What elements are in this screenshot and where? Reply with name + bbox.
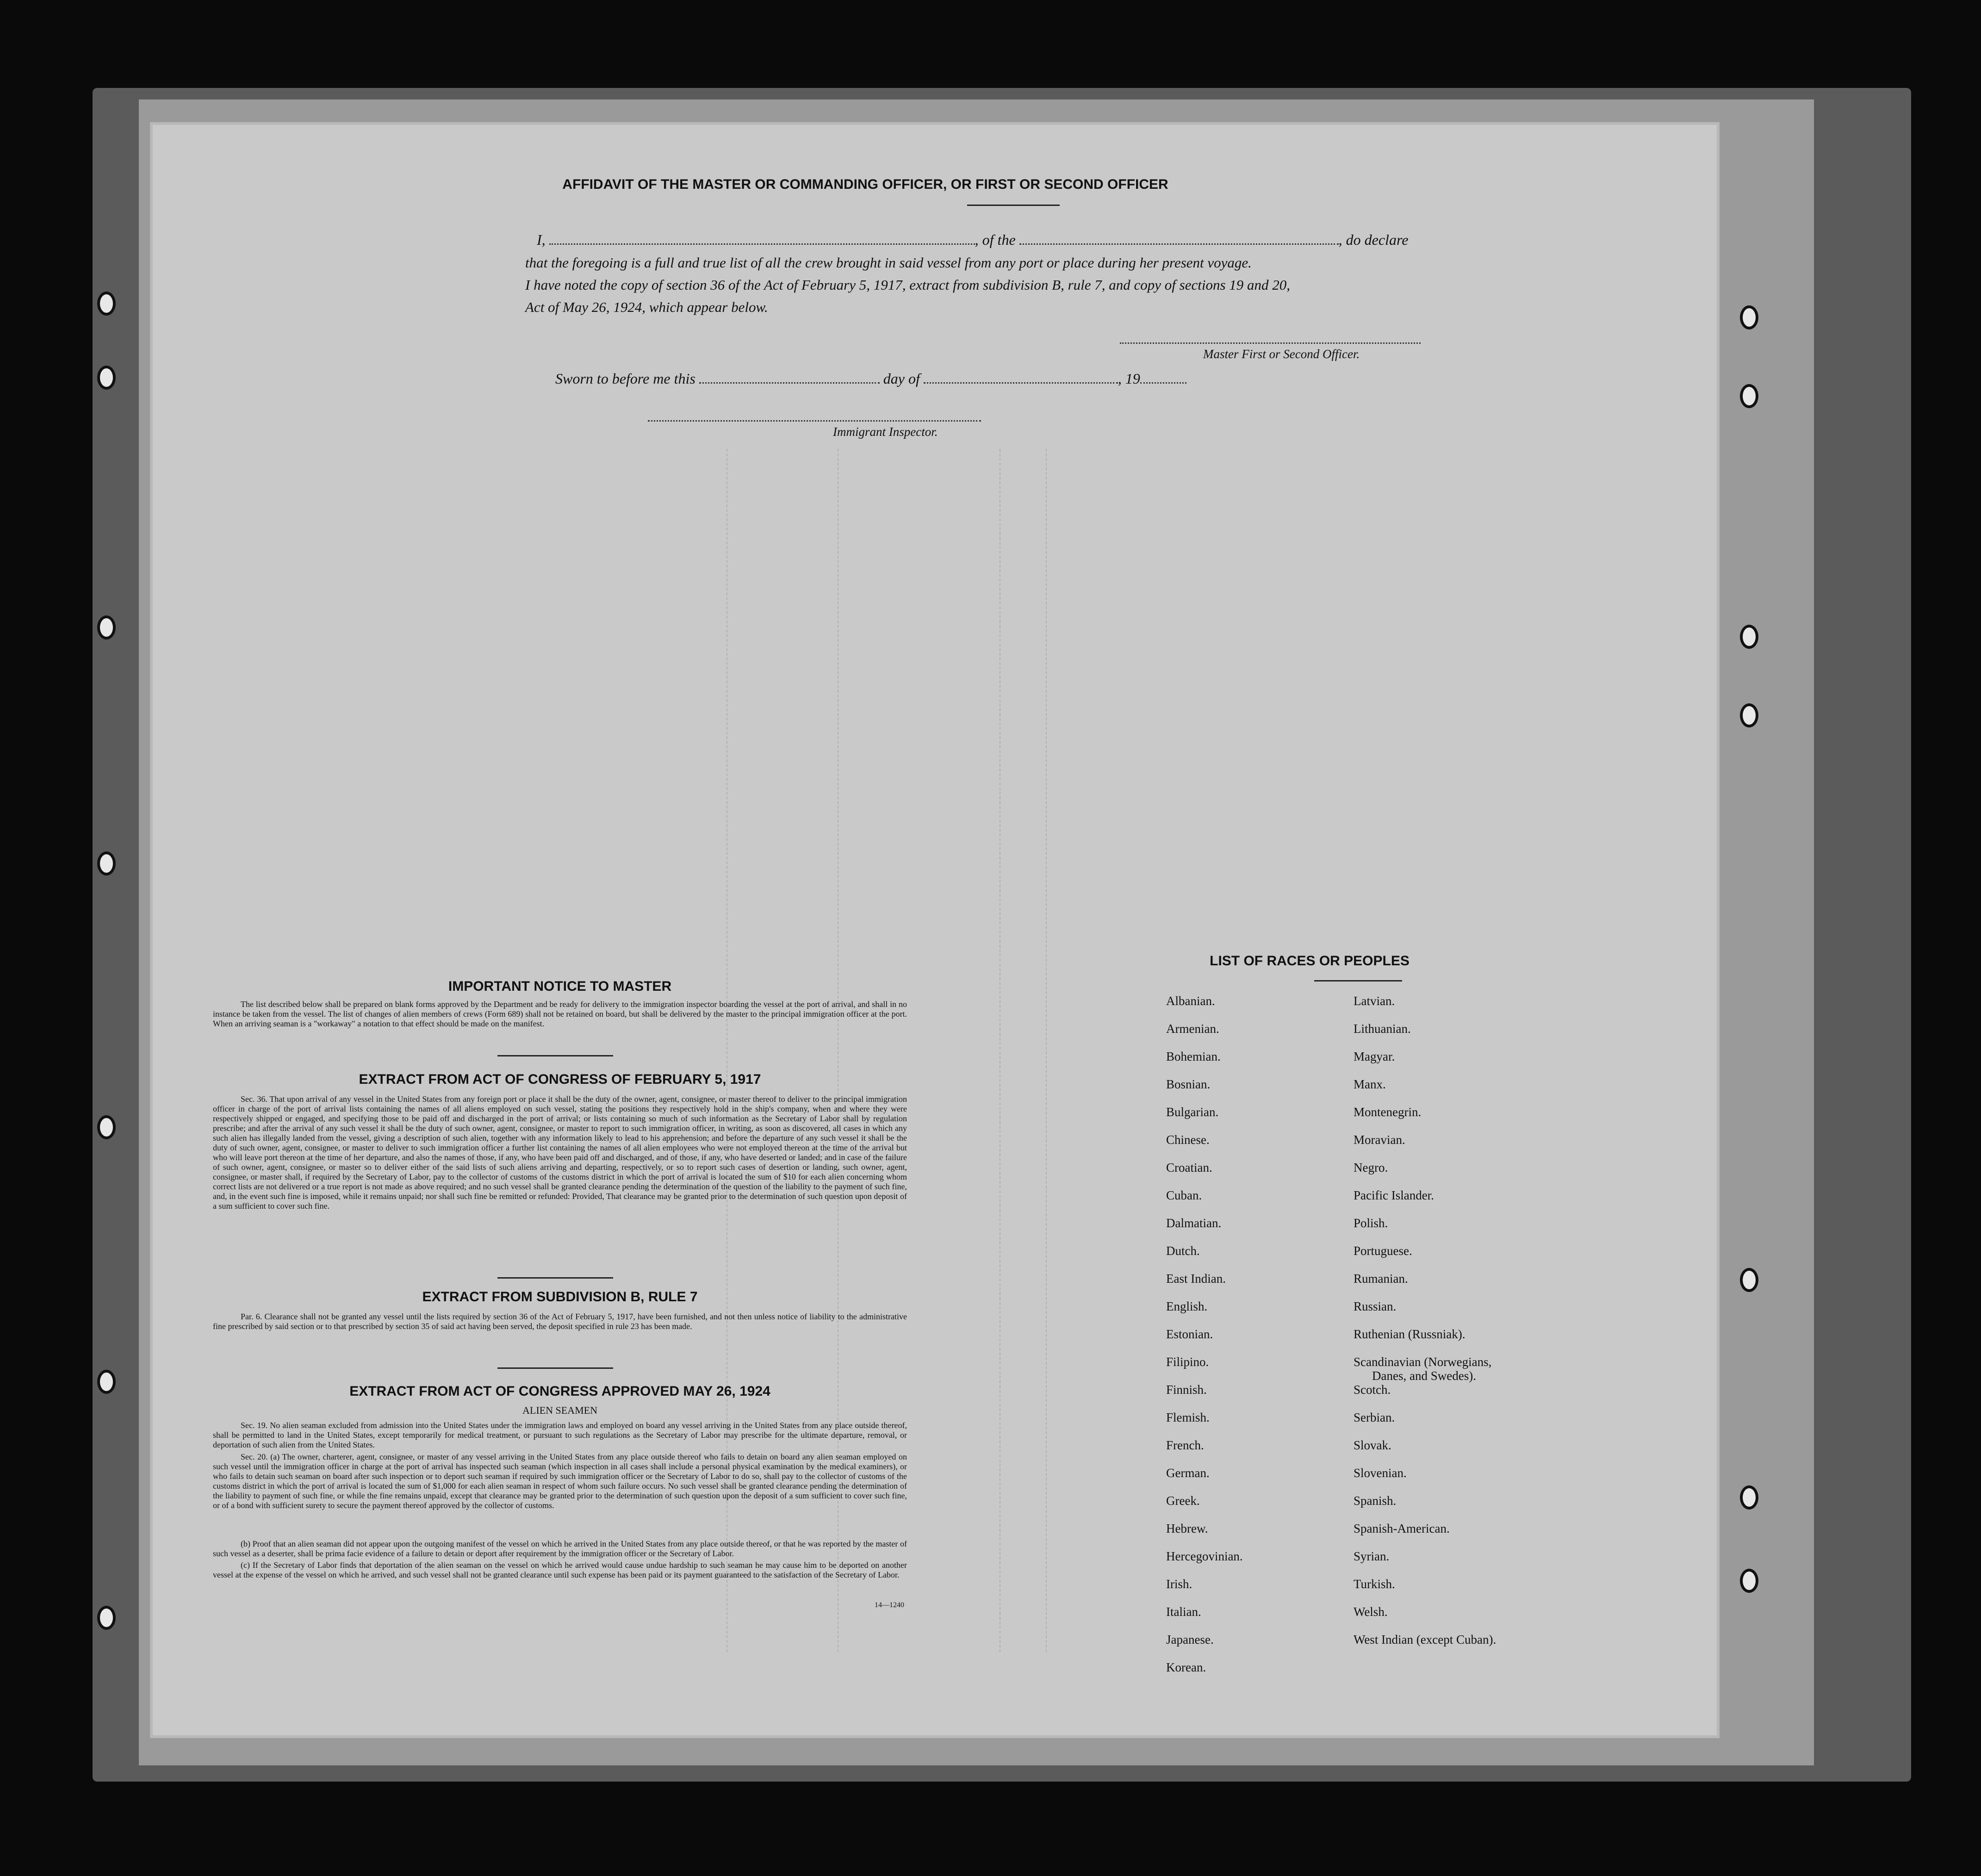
punch-hole xyxy=(97,1370,116,1394)
bleed-through-ruling xyxy=(1000,449,1001,1652)
race-item: West Indian (except Cuban). xyxy=(1354,1633,1497,1646)
race-item: Flemish. xyxy=(1166,1410,1210,1424)
name-field[interactable] xyxy=(549,243,975,245)
extract-1924-sec19: Sec. 19. No alien seaman excluded from admission into the United States under the immigration laws and employed on board any vessel arriving in the United States from any place outside thereof, shall be permitted to land in the United States, except temporarily for medical treatment, or pursuant to such regulations as the Secretary of Labor may prescribe for the ultimate departure, removal, or deportation of such alien from the United States. xyxy=(213,1421,907,1449)
race-item: Filipino. xyxy=(1166,1355,1209,1369)
race-item: Greek. xyxy=(1166,1494,1200,1508)
extract-1917-title: EXTRACT FROM ACT OF CONGRESS OF FEBRUARY 5, 1917 xyxy=(359,1072,761,1087)
sworn-day-field[interactable] xyxy=(699,382,880,384)
punch-hole xyxy=(1740,1485,1758,1509)
of-the-label: , of the xyxy=(975,231,1016,248)
affidavit-title: AFFIDAVIT OF THE MASTER OR COMMANDING OFFICER, OR FIRST OR SECOND OFFICER xyxy=(562,177,1168,192)
punch-hole xyxy=(97,851,116,876)
race-item: Bulgarian. xyxy=(1166,1105,1219,1119)
race-item: Welsh. xyxy=(1354,1605,1388,1619)
race-item: Pacific Islander. xyxy=(1354,1188,1434,1202)
race-item: Korean. xyxy=(1166,1660,1206,1674)
extract-rule7-body: Par. 6. Clearance shall not be granted any vessel until the lists required by section 36 of the Act of February 5, 1917, have been furnished, and not then unless notice of liability to the administrative fine prescribed by said section or to that prescribed by section 35 of said act having been served, the deposit specified in rule 23 has been made. xyxy=(213,1312,907,1331)
punch-hole xyxy=(97,1606,116,1630)
sworn-month-field[interactable] xyxy=(924,382,1118,384)
do-declare-label: , do declare xyxy=(1338,231,1409,248)
section-divider xyxy=(497,1277,613,1279)
extract-rule7-title: EXTRACT FROM SUBDIVISION B, RULE 7 xyxy=(422,1289,698,1305)
race-item: Italian. xyxy=(1166,1605,1201,1619)
race-item: Syrian. xyxy=(1354,1549,1390,1563)
race-item: Dalmatian. xyxy=(1166,1216,1222,1230)
race-item: Serbian. xyxy=(1354,1410,1395,1424)
race-item: Spanish-American. xyxy=(1354,1522,1450,1535)
race-item: East Indian. xyxy=(1166,1272,1226,1286)
title-divider xyxy=(967,205,1060,206)
race-item: Polish. xyxy=(1354,1216,1388,1230)
section-divider xyxy=(497,1055,613,1056)
race-item: Hebrew. xyxy=(1166,1522,1208,1535)
race-item: Albanian. xyxy=(1166,994,1215,1008)
bleed-through-ruling xyxy=(1046,449,1047,1652)
race-item: Dutch. xyxy=(1166,1244,1200,1258)
punch-hole xyxy=(97,292,116,316)
race-item: Cuban. xyxy=(1166,1188,1202,1202)
race-item: Manx. xyxy=(1354,1077,1386,1091)
affidavit-line3: I have noted the copy of section 36 of the Act of February 5, 1917, extract from subdivision B, rule 7, and copy of sections 19 and 20, xyxy=(525,277,1291,293)
notice-body: The list described below shall be prepared on blank forms approved by the Department and be ready for delivery to the immigration inspector boarding the vessel at the port of arrival, and shall in no instance be taken from the vessel. The list of changes of alien members of crews (Form 689) shall not be retained on board, but shall be delivered by the master to the principal immigration officer at the port. When an arriving seaman is a "workaway" a notation to that effect should be made on the manifest. xyxy=(213,1000,907,1028)
race-item: Hercegovinian. xyxy=(1166,1549,1243,1563)
extract-1924-sec20c: (c) If the Secretary of Labor finds that deportation of the alien seaman on the vessel on which he arrived would cause undue hardship to such seaman he may cause him to be deported on another vessel at the expense of the vessel on which he arrived, and such vessel shall not be granted clearance until such expense has been paid or its payment guaranteed to the satisfaction of the Secretary of Labor. xyxy=(213,1560,907,1579)
affidavit-line1 xyxy=(537,231,1601,248)
race-item: Portuguese. xyxy=(1354,1244,1412,1258)
vessel-field[interactable] xyxy=(1019,243,1339,245)
document-page xyxy=(153,125,1717,1735)
master-signature-line[interactable] xyxy=(1120,342,1421,344)
races-divider xyxy=(1314,980,1402,981)
race-item: Slovak. xyxy=(1354,1438,1391,1452)
race-item: German. xyxy=(1166,1466,1210,1480)
extract-1917-body: Sec. 36. That upon arrival of any vessel in the United States from any foreign port or place it shall be the duty of the owner, agent, consignee, or master thereof to deliver to the principal immigration officer in charge of the port of arrival lists containing the names of all aliens employed on such vessel, stating the positions they respectively hold in the ship's company, when and where they were respectively shipped or engaged, and specifying those to be paid off and discharged in the port of arrival; or lists containing so much of such information as the Secretary of Labor shall by regulation prescribe; and after the arrival of any such vessel it shall be the duty of such owner, agent, consignee, or master to report to such immigration officer, in writing, as soon as discovered, all cases in which any such alien has illegally landed from the vessel, giving a description of such alien, together with any information likely to lead to his apprehension; and before the departure of any such vessel it shall be the duty of such owner, agent, consignee, or master to deliver to such immigration officer a further list containing the names of all alien employees who were not employed thereon at the time of the arrival but who will leave port thereon at the time of her departure, and also the names of those, if any, who have been paid off and discharged, and of those, if any, who have deserted or landed; and in case of the failure of such owner, agent, consignee, or master so to deliver either of the said lists of such aliens arriving and departing, respectively, or so to report such cases of desertion or landing, such owner, agent, consignee, or master shall, if required by the Secretary of Labor, pay to the collector of customs of the customs district in which the port of arrival is located the sum of $10 for each alien concerning whom correct lists are not delivered or a true report is not made as above required; and no such vessel shall be granted clearance pending the determination of the question of the liability to the payment of such fine, and, in the event such fine is imposed, while it remains unpaid; nor shall such fine be remitted or refunded: Provided, That clearance may be granted prior to the determination of such question upon deposit of a sum sufficient to cover such fine. xyxy=(213,1094,907,1211)
race-item: Croatian. xyxy=(1166,1161,1212,1174)
race-item: Rumanian. xyxy=(1354,1272,1408,1286)
race-item: Irish. xyxy=(1166,1577,1192,1591)
sworn-label: Sworn to before me this xyxy=(555,370,696,387)
inspector-signature-label: Immigrant Inspector. xyxy=(833,425,938,439)
punch-hole xyxy=(1740,384,1758,408)
race-item: Slovenian. xyxy=(1354,1466,1407,1480)
race-item: Ruthenian (Russniak). xyxy=(1354,1327,1466,1341)
punch-hole xyxy=(97,615,116,640)
races-title: LIST OF RACES OR PEOPLES xyxy=(1210,953,1410,969)
day-of-label: day of xyxy=(883,370,920,387)
race-item: Scandinavian (Norwegians, xyxy=(1354,1355,1492,1369)
race-item: Armenian. xyxy=(1166,1022,1219,1036)
race-item: Chinese. xyxy=(1166,1133,1210,1147)
extract-1924-title: EXTRACT FROM ACT OF CONGRESS APPROVED MAY 26, 1924 xyxy=(349,1384,770,1399)
punch-hole xyxy=(1740,625,1758,649)
affidavit-line2: that the foregoing is a full and true list of all the crew brought in said vessel from any port or place during her present voyage. xyxy=(525,255,1252,271)
master-signature-label: Master First or Second Officer. xyxy=(1203,347,1360,361)
race-item: Magyar. xyxy=(1354,1050,1395,1063)
race-item: Scotch. xyxy=(1354,1383,1391,1397)
race-item: Lithuanian. xyxy=(1354,1022,1411,1036)
punch-hole xyxy=(1740,703,1758,727)
punch-hole xyxy=(1740,1569,1758,1593)
race-item: Bohemian. xyxy=(1166,1050,1221,1063)
i-label: I, xyxy=(537,231,546,248)
punch-hole xyxy=(97,366,116,390)
race-item: Negro. xyxy=(1354,1161,1388,1174)
year-label: , 19 xyxy=(1118,370,1140,387)
race-item: Bosnian. xyxy=(1166,1077,1211,1091)
extract-1924-sec20a: Sec. 20. (a) The owner, charterer, agent, consignee, or master of any vessel arriving in the United States from any place outside thereof who fails to detain on board any alien seaman employed on such vessel until the immigration officer in charge at the port of arrival has inspected such seaman (which inspection in all cases shall include a personal physical examination by the medical examiners), or who fails to detain such seaman on board after such inspection or to deport such seaman if required by such immigration officer or the Secretary of Labor to do so, shall pay to the collector of customs of the customs district in which the port of arrival is located the sum of $1,000 for each alien seaman in respect of whom such failure occurs. No such vessel shall be granted clearance pending the determination of the liability to payment of such fine, or while the fine remains unpaid, except that clearance may be granted prior to the determination of such question upon the deposit of a sum sufficient to cover such fine, or of a bond with sufficient surety to secure the payment thereof approved by the collector of customs. xyxy=(213,1452,907,1510)
race-item: Finnish. xyxy=(1166,1383,1207,1397)
race-item: Estonian. xyxy=(1166,1327,1213,1341)
race-item: Japanese. xyxy=(1166,1633,1214,1646)
race-item: French. xyxy=(1166,1438,1204,1452)
race-item: Moravian. xyxy=(1354,1133,1405,1147)
notice-title: IMPORTANT NOTICE TO MASTER xyxy=(448,979,672,994)
sworn-line xyxy=(555,370,1481,387)
sworn-year-field[interactable] xyxy=(1140,382,1186,384)
form-number: 14—1240 xyxy=(875,1601,904,1609)
race-item: Turkish. xyxy=(1354,1577,1395,1591)
race-item: Montenegrin. xyxy=(1354,1105,1422,1119)
race-item: Russian. xyxy=(1354,1299,1397,1313)
extract-1924-sec20b: (b) Proof that an alien seaman did not appear upon the outgoing manifest of the vessel on which he arrived in the United States from any place outside thereof, or that he was reported by the master of such vessel as a deserter, shall be prima facie evidence of a failure to detain or deport after requirement by the immigration officer or the Secretary of Labor. xyxy=(213,1539,907,1558)
race-item: English. xyxy=(1166,1299,1208,1313)
punch-hole xyxy=(1740,1268,1758,1292)
race-item: Latvian. xyxy=(1354,994,1395,1008)
race-item: Danes, and Swedes). xyxy=(1372,1369,1476,1383)
inspector-signature-line[interactable] xyxy=(648,420,981,422)
punch-hole xyxy=(97,1115,116,1139)
section-divider xyxy=(497,1367,613,1369)
alien-seamen-subtitle: ALIEN SEAMEN xyxy=(522,1404,597,1416)
race-item: Spanish. xyxy=(1354,1494,1397,1508)
punch-hole xyxy=(1740,305,1758,329)
affidavit-line4: Act of May 26, 1924, which appear below. xyxy=(525,299,768,315)
